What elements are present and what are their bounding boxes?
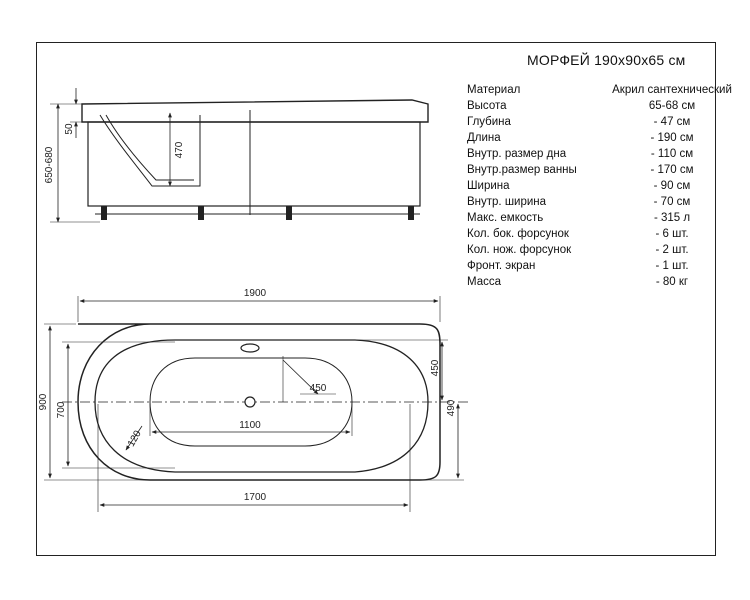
spec-label: Ширина — [467, 180, 510, 192]
dim-inner-width-label: 700 — [56, 401, 67, 419]
spec-value: - 47 см — [653, 116, 691, 128]
spec-label: Глубина — [467, 116, 511, 128]
spec-value: - 190 см — [650, 132, 694, 144]
spec-label: Внутр. размер дна — [467, 148, 567, 160]
dim-total-height-label: 650-680 — [44, 146, 55, 184]
dim-bottom-length-label: 1100 — [239, 420, 261, 431]
dim-rim-label: 50 — [64, 123, 75, 135]
dim-radius-450-label: 450 — [309, 383, 327, 394]
spec-value: - 90 см — [653, 180, 691, 192]
spec-value: - 80 кг — [655, 276, 689, 288]
side-view — [44, 88, 428, 222]
spec-value: - 170 см — [650, 164, 694, 176]
spec-value: 65-68 см — [648, 100, 696, 112]
product-title: МОРФЕЙ 190х90х65 см — [527, 52, 686, 68]
spec-label: Кол. бок. форсунок — [467, 228, 569, 240]
dim-length-label: 1900 — [243, 288, 267, 299]
dim-half-450-label: 450 — [430, 359, 441, 377]
spec-label: Масса — [467, 276, 502, 288]
spec-value: - 2 шт. — [655, 244, 689, 256]
spec-label: Внутр.размер ванны — [467, 164, 577, 176]
spec-label: Длина — [467, 132, 501, 144]
spec-value: - 315 л — [653, 212, 691, 224]
spec-value: - 1 шт. — [655, 260, 689, 272]
spec-label: Высота — [467, 100, 507, 112]
spec-value: - 110 см — [650, 148, 694, 160]
spec-value: Акрил сантехнический — [612, 84, 732, 96]
spec-label: Материал — [467, 84, 521, 96]
spec-label: Фронт. экран — [467, 260, 536, 272]
dim-half-490-label: 490 — [446, 399, 457, 417]
spec-label: Внутр. ширина — [467, 196, 547, 208]
spec-label: Макс. емкость — [467, 212, 544, 224]
dim-inner-length-label: 1700 — [243, 492, 267, 503]
spec-value: - 70 см — [653, 196, 691, 208]
dim-radius-120-label: 120 — [125, 428, 144, 449]
spec-label: Кол. нож. форсунок — [467, 244, 572, 256]
spec-value: - 6 шт. — [655, 228, 689, 240]
dim-depth-label: 470 — [174, 141, 185, 159]
dim-width-label: 900 — [38, 393, 49, 411]
top-view — [38, 288, 468, 512]
